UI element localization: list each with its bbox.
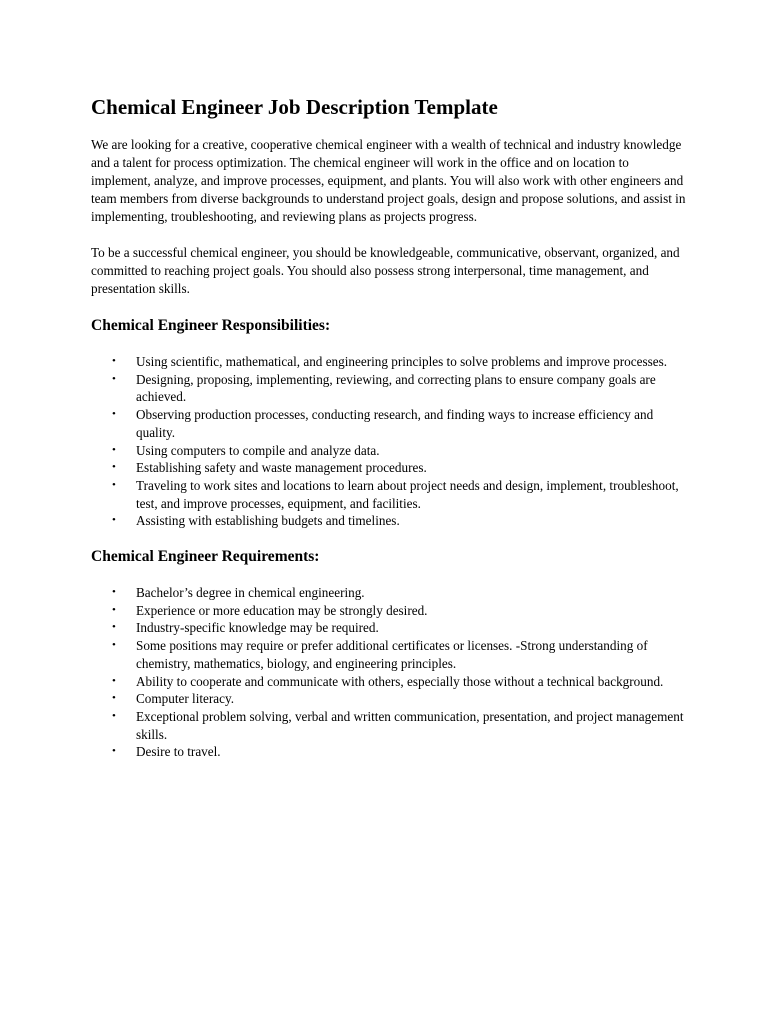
list-item-text: Experience or more education may be strongly desired. — [136, 602, 428, 618]
list-item — [91, 602, 691, 620]
bullet-icon: • — [112, 586, 116, 599]
list-item — [91, 353, 691, 371]
list-item-text: Designing, proposing, implementing, reviewing, and correcting plans to ensure company goals are achieved. — [136, 371, 656, 405]
requirements-heading: Chemical Engineer Requirements: — [91, 548, 320, 566]
responsibilities-heading: Chemical Engineer Responsibilities: — [91, 317, 331, 334]
list-item — [91, 708, 691, 743]
bullet-icon: • — [112, 603, 116, 616]
list-item-text: Exceptional problem solving, verbal and written communication, presentation, and project management skills. — [136, 708, 684, 742]
list-item — [91, 442, 691, 460]
bullet-icon: • — [112, 692, 116, 705]
list-item — [91, 477, 691, 512]
list-item — [91, 690, 691, 708]
bullet-icon: • — [112, 355, 116, 367]
list-item-text: Desire to travel. — [136, 744, 221, 760]
list-item — [91, 512, 691, 530]
list-item-text: Some positions may require or prefer additional certificates or licenses. -Strong understanding of chemistry, mathematics, biology, and engineering principles. — [136, 638, 648, 671]
list-item — [91, 406, 691, 441]
list-item-text: Establishing safety and waste management procedures. — [136, 460, 427, 476]
responsibilities-list — [91, 353, 691, 530]
document-title: Chemical Engineer Job Description Template — [91, 95, 498, 119]
list-item-text: Computer literacy. — [136, 691, 235, 707]
requirements-list — [91, 584, 691, 761]
bullet-icon: • — [112, 372, 116, 385]
list-item-text: Industry-specific knowledge may be required. — [136, 620, 379, 636]
bullet-icon: • — [112, 639, 116, 652]
list-item-text: Using scientific, mathematical, and engineering principles to solve problems and improve processes. — [136, 354, 668, 369]
bullet-icon: • — [112, 514, 116, 527]
list-item-text: Traveling to work sites and locations to learn about project needs and design, implement, troubleshoot, test, and improve processes, equipment, and facilities. — [136, 477, 679, 511]
document-page — [91, 93, 691, 761]
bullet-icon: • — [112, 461, 116, 474]
bullet-icon: • — [112, 709, 116, 722]
list-item-text: Using computers to compile and analyze data. — [136, 442, 380, 458]
list-item-text: Ability to cooperate and communicate with others, especially those without a technical background. — [136, 673, 664, 689]
list-item — [91, 743, 691, 761]
list-item — [91, 673, 691, 691]
list-item — [91, 637, 691, 672]
bullet-icon: • — [112, 408, 116, 421]
list-item-text: Bachelor’s degree in chemical engineering. — [136, 585, 365, 601]
bullet-icon: • — [112, 443, 116, 456]
list-item — [91, 371, 691, 406]
intro-paragraph: We are looking for a creative, cooperative chemical engineer with a wealth of technical and industry knowledge and a talent for process optimization. The chemical engineer will work in the office and on location to implement, analyze, and improve processes, equipment, and plants. You will also work with other engineers and team members from diverse backgrounds to understand project goals, design and propose solutions, and assist in implementing, troubleshooting, and reviewing plans as projects progress. — [91, 137, 686, 224]
intro-paragraph: To be a successful chemical engineer, you should be knowledgeable, communicative, observant, organized, and committed to reaching project goals. You should also possess strong interpersonal, time management, and presentation skills. — [91, 245, 680, 296]
bullet-icon: • — [112, 478, 116, 491]
list-item-text: Observing production processes, conducting research, and finding ways to increase efficiency and quality. — [136, 407, 654, 440]
list-item-text: Assisting with establishing budgets and timelines. — [136, 513, 400, 529]
list-item — [91, 619, 691, 637]
bullet-icon: • — [112, 674, 116, 687]
list-item — [91, 584, 691, 602]
list-item — [91, 459, 691, 477]
bullet-icon: • — [112, 621, 116, 634]
bullet-icon: • — [112, 745, 116, 758]
